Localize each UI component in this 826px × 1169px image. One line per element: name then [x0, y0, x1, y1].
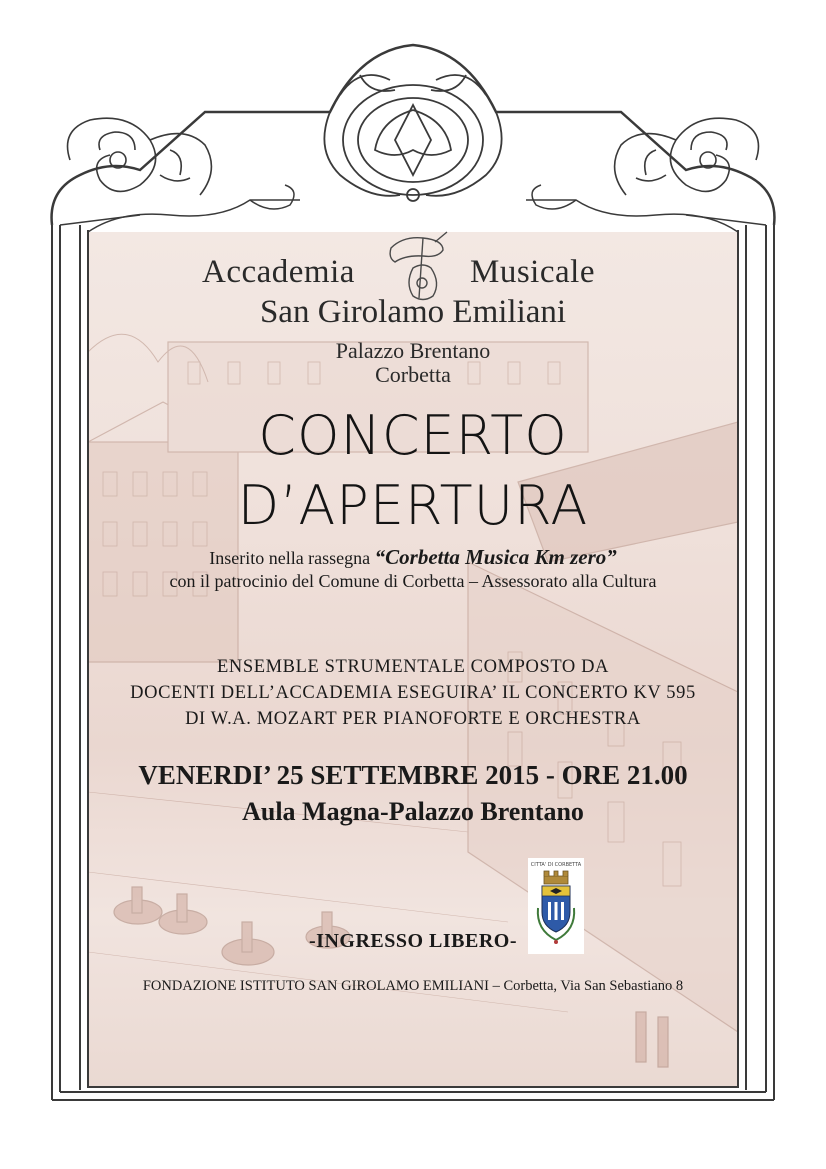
program-line1: ENSEMBLE STRUMENTALE COMPOSTO DA [216, 657, 610, 677]
crest-caption: CITTA' DI CORBETTA [530, 862, 582, 868]
venue-palazzo: Palazzo Brentano [335, 338, 491, 363]
poster-title-line1: CONCERTO [258, 404, 568, 467]
venue-town: Corbetta [375, 362, 451, 387]
program-line2: DOCENTI DELL’ACCADEMIA ESEGUIRA’ IL CONCERTO KV 595 [130, 683, 696, 703]
academy-name-line2: San Girolamo Emiliani [259, 294, 567, 330]
academy-name-right: Musicale [470, 254, 595, 290]
rassegna-line [0, 545, 826, 570]
academy-name-left: Accademia [202, 254, 355, 290]
rassegna-name: “Corbetta Musica Km zero” [374, 545, 617, 569]
rassegna-prefix: Inserito nella rassegna [209, 548, 371, 568]
event-date-time: VENERDI’ 25 SETTEMBRE 2015 - ORE 21.00 [138, 760, 688, 790]
event-location: Aula Magna-Palazzo Brentano [242, 797, 584, 826]
program-line3: DI W.A. MOZART PER PIANOFORTE E ORCHESTRA [185, 709, 641, 729]
foundation-address: FONDAZIONE ISTITUTO SAN GIROLAMO EMILIANI – Corbetta, Via San Sebastiano 8 [142, 978, 684, 994]
free-admission: -INGRESSO LIBERO- [309, 930, 517, 952]
poster-title-line2: D’APERTURA [237, 474, 589, 537]
patrocinio-line: con il patrocinio del Comune di Corbetta – Assessorato alla Cultura [169, 571, 657, 591]
